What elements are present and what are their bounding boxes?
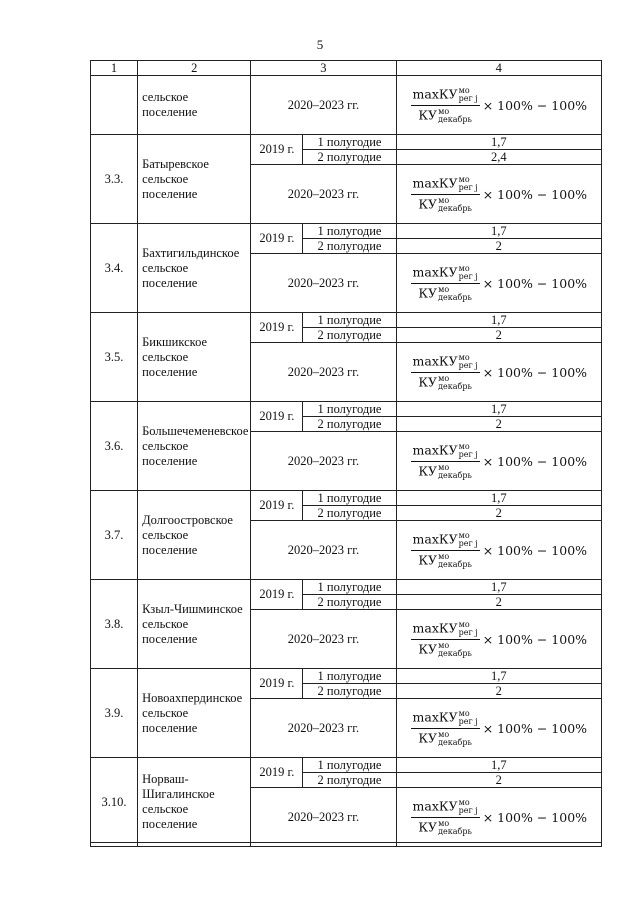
settlement-name: Бахтигильдинское сельское поселение (138, 224, 251, 313)
header-col-1: 1 (91, 61, 138, 76)
formula-fraction (411, 443, 480, 480)
formula-indices (459, 621, 478, 637)
header-row (91, 61, 602, 76)
value-half-2: 2 (396, 506, 601, 521)
settlement-name: Норваш-Шигалинское сельское поселение (138, 758, 251, 847)
formula-rest: × 100% − 100% (482, 97, 588, 113)
formula-ku: КУ (438, 442, 458, 457)
value-half-1: 1,7 (396, 135, 601, 150)
formula-indices (459, 532, 478, 548)
formula-sup: мо (458, 85, 470, 95)
formula-ku: КУ (438, 353, 458, 368)
row-number: 3.9. (91, 669, 138, 758)
formula-max: max (412, 86, 439, 101)
formula-rest: × 100% − 100% (482, 631, 588, 647)
growth-formula (411, 532, 588, 569)
formula-denominator (416, 195, 473, 213)
settlement-name: Кзыл-Чишминское сельское поселение (138, 580, 251, 669)
formula-numerator (411, 265, 480, 284)
formula-rest: × 100% − 100% (482, 453, 588, 469)
period-range: 2020–2023 гг. (251, 521, 396, 580)
half-year-2: 2 полугодие (303, 506, 396, 521)
formula-sub-reg: рег j (458, 93, 478, 103)
half-year-2: 2 полугодие (303, 328, 396, 343)
header-col-3: 3 (251, 61, 396, 76)
half-year-2: 2 полугодие (303, 150, 396, 165)
row-number: 3.5. (91, 313, 138, 402)
period-range: 2020–2023 гг. (251, 76, 396, 135)
year-cell: 2019 г. (251, 669, 303, 699)
formula-rest: × 100% − 100% (482, 809, 588, 825)
half-year-1: 1 полугодие (303, 669, 396, 684)
year-cell: 2019 г. (251, 758, 303, 788)
formula-indices (459, 265, 478, 281)
value-half-1: 1,7 (396, 758, 601, 773)
value-half-2: 2 (396, 328, 601, 343)
formula-indices (438, 820, 472, 836)
formula-sub-reg: рег j (458, 716, 478, 726)
formula-sup: мо (438, 373, 450, 383)
half-year-1: 1 полугодие (303, 313, 396, 328)
row-number: 3.10. (91, 758, 138, 847)
formula-indices (438, 731, 472, 747)
growth-formula (411, 621, 588, 658)
formula-indices (459, 354, 478, 370)
year-cell: 2019 г. (251, 491, 303, 521)
formula-sup: мо (458, 174, 470, 184)
formula-max: max (412, 442, 439, 457)
formula-indices (438, 464, 472, 480)
table-row (91, 580, 602, 595)
table-row (91, 135, 602, 150)
formula-max: max (412, 798, 439, 813)
half-year-2: 2 полугодие (303, 417, 396, 432)
formula-cell (396, 343, 601, 402)
formula-sup: мо (438, 462, 450, 472)
value-half-2: 2 (396, 239, 601, 254)
formula-ku: КУ (418, 374, 438, 389)
formula-denominator (416, 462, 473, 480)
half-year-1: 1 полугодие (303, 402, 396, 417)
formula-denominator (416, 373, 473, 391)
formula-cell (396, 165, 601, 224)
formula-denominator (416, 106, 473, 124)
formula-denominator (416, 284, 473, 302)
half-year-1: 1 полугодие (303, 135, 396, 150)
formula-sub-reg: рег j (458, 271, 478, 281)
formula-sup: мо (458, 797, 470, 807)
year-cell: 2019 г. (251, 402, 303, 432)
formula-ku: КУ (418, 196, 438, 211)
settlement-name: сельское поселение (138, 76, 251, 135)
formula-cell (396, 254, 601, 313)
formula-sub-december: декабрь (438, 292, 472, 302)
formula-sup: мо (458, 708, 470, 718)
formula-ku: КУ (438, 264, 458, 279)
year-cell: 2019 г. (251, 580, 303, 610)
formula-fraction (411, 176, 480, 213)
formula-max: max (412, 531, 439, 546)
formula-sup: мо (458, 263, 470, 273)
row-number: 3.6. (91, 402, 138, 491)
formula-fraction (411, 265, 480, 302)
formula-sub-reg: рег j (458, 182, 478, 192)
half-year-2: 2 полугодие (303, 595, 396, 610)
formula-cell (396, 76, 601, 135)
settlement-name: Бикшикское сельское поселение (138, 313, 251, 402)
formula-indices (438, 642, 472, 658)
continuation-row (91, 76, 602, 135)
formula-sup: мо (458, 441, 470, 451)
formula-ku: КУ (418, 552, 438, 567)
half-year-1: 1 полугодие (303, 224, 396, 239)
formula-sub-december: декабрь (438, 559, 472, 569)
half-year-2: 2 полугодие (303, 684, 396, 699)
half-year-1: 1 полугодие (303, 758, 396, 773)
table-row (91, 402, 602, 417)
formula-ku: КУ (438, 798, 458, 813)
formula-numerator (411, 176, 480, 195)
growth-formula (411, 265, 588, 302)
period-range: 2020–2023 гг. (251, 432, 396, 491)
formula-rest: × 100% − 100% (482, 275, 588, 291)
formula-sub-reg: рег j (458, 360, 478, 370)
growth-formula (411, 87, 588, 124)
formula-cell (396, 699, 601, 758)
formula-sup: мо (458, 530, 470, 540)
formula-ku: КУ (438, 86, 458, 101)
growth-formula (411, 710, 588, 747)
formula-cell (396, 788, 601, 847)
formula-denominator (416, 729, 473, 747)
formula-numerator (411, 710, 480, 729)
formula-sup: мо (458, 619, 470, 629)
formula-numerator (411, 443, 480, 462)
formula-sub-december: декабрь (438, 203, 472, 213)
table-row (91, 758, 602, 773)
formula-sub-reg: рег j (458, 449, 478, 459)
formula-sub-december: декабрь (438, 470, 472, 480)
header-col-2: 2 (138, 61, 251, 76)
formula-sub-december: декабрь (438, 648, 472, 658)
formula-sup: мо (438, 818, 450, 828)
formula-indices (438, 375, 472, 391)
formula-fraction (411, 532, 480, 569)
half-year-1: 1 полугодие (303, 491, 396, 506)
settlement-name: Батыревское сельское поселение (138, 135, 251, 224)
value-half-1: 1,7 (396, 402, 601, 417)
row-number: 3.7. (91, 491, 138, 580)
row-number-cell (91, 76, 138, 135)
formula-indices (459, 87, 478, 103)
row-number: 3.4. (91, 224, 138, 313)
formula-sub-reg: рег j (458, 627, 478, 637)
period-range: 2020–2023 гг. (251, 788, 396, 847)
formula-ku: КУ (418, 730, 438, 745)
table-row (91, 669, 602, 684)
formula-sub-december: декабрь (438, 114, 472, 124)
formula-cell (396, 521, 601, 580)
value-half-2: 2 (396, 417, 601, 432)
formula-numerator (411, 621, 480, 640)
formula-rest: × 100% − 100% (482, 186, 588, 202)
settlement-name: Большечеменевское сельское поселение (138, 402, 251, 491)
page-number: 5 (316, 37, 324, 52)
year-cell: 2019 г. (251, 135, 303, 165)
formula-numerator (411, 87, 480, 106)
formula-indices (438, 197, 472, 213)
value-half-1: 1,7 (396, 313, 601, 328)
settlement-name: Долгоостровское сельское поселение (138, 491, 251, 580)
formula-numerator (411, 799, 480, 818)
table-bottom-border (90, 842, 602, 843)
period-range: 2020–2023 гг. (251, 699, 396, 758)
formula-ku: КУ (418, 107, 438, 122)
formula-numerator (411, 532, 480, 551)
value-half-1: 1,7 (396, 669, 601, 684)
table-row (91, 491, 602, 506)
formula-indices (438, 553, 472, 569)
formula-ku: КУ (438, 709, 458, 724)
formula-denominator (416, 818, 473, 836)
formula-denominator (416, 551, 473, 569)
formula-indices (438, 286, 472, 302)
formula-rest: × 100% − 100% (482, 542, 588, 558)
growth-formula (411, 799, 588, 836)
row-number: 3.3. (91, 135, 138, 224)
formula-rest: × 100% − 100% (482, 364, 588, 380)
formula-ku: КУ (438, 531, 458, 546)
value-half-1: 1,7 (396, 580, 601, 595)
formula-sub-december: декабрь (438, 381, 472, 391)
year-cell: 2019 г. (251, 313, 303, 343)
half-year-2: 2 полугодие (303, 773, 396, 788)
formula-max: max (412, 620, 439, 635)
formula-fraction (411, 621, 480, 658)
formula-max: max (412, 175, 439, 190)
value-half-1: 1,7 (396, 491, 601, 506)
period-range: 2020–2023 гг. (251, 254, 396, 313)
growth-formula (411, 443, 588, 480)
half-year-2: 2 полугодие (303, 239, 396, 254)
formula-sup: мо (438, 729, 450, 739)
value-half-2: 2 (396, 773, 601, 788)
formula-ku: КУ (438, 620, 458, 635)
formula-denominator (416, 640, 473, 658)
formula-sub-reg: рег j (458, 538, 478, 548)
value-half-2: 2,4 (396, 150, 601, 165)
formula-sup: мо (438, 284, 450, 294)
formula-fraction (411, 710, 480, 747)
formula-numerator (411, 354, 480, 373)
value-half-2: 2 (396, 595, 601, 610)
row-number: 3.8. (91, 580, 138, 669)
formula-sup: мо (438, 195, 450, 205)
formula-indices (459, 799, 478, 815)
formula-ku: КУ (418, 285, 438, 300)
formula-fraction (411, 799, 480, 836)
formula-sub-december: декабрь (438, 826, 472, 836)
formula-cell (396, 432, 601, 491)
growth-formula (411, 354, 588, 391)
growth-formula (411, 176, 588, 213)
formula-ku: КУ (418, 819, 438, 834)
formula-indices (459, 176, 478, 192)
formula-cell (396, 610, 601, 669)
formula-rest: × 100% − 100% (482, 720, 588, 736)
table-row (91, 313, 602, 328)
half-year-1: 1 полугодие (303, 580, 396, 595)
formula-sup: мо (438, 551, 450, 561)
formula-indices (459, 443, 478, 459)
formula-ku: КУ (418, 641, 438, 656)
formula-sup: мо (458, 352, 470, 362)
formula-sup: мо (438, 106, 450, 116)
period-range: 2020–2023 гг. (251, 165, 396, 224)
tariff-table (90, 60, 602, 847)
formula-max: max (412, 264, 439, 279)
formula-max: max (412, 353, 439, 368)
settlement-name: Новоахпердинское сельское поселение (138, 669, 251, 758)
formula-indices (459, 710, 478, 726)
formula-max: max (412, 709, 439, 724)
value-half-2: 2 (396, 684, 601, 699)
header-col-4: 4 (396, 61, 601, 76)
formula-fraction (411, 87, 480, 124)
value-half-1: 1,7 (396, 224, 601, 239)
formula-ku: КУ (438, 175, 458, 190)
formula-fraction (411, 354, 480, 391)
formula-ku: КУ (418, 463, 438, 478)
period-range: 2020–2023 гг. (251, 610, 396, 669)
year-cell: 2019 г. (251, 224, 303, 254)
period-range: 2020–2023 гг. (251, 343, 396, 402)
table-row (91, 224, 602, 239)
formula-sub-december: декабрь (438, 737, 472, 747)
formula-indices (438, 108, 472, 124)
formula-sub-reg: рег j (458, 805, 478, 815)
formula-sup: мо (438, 640, 450, 650)
